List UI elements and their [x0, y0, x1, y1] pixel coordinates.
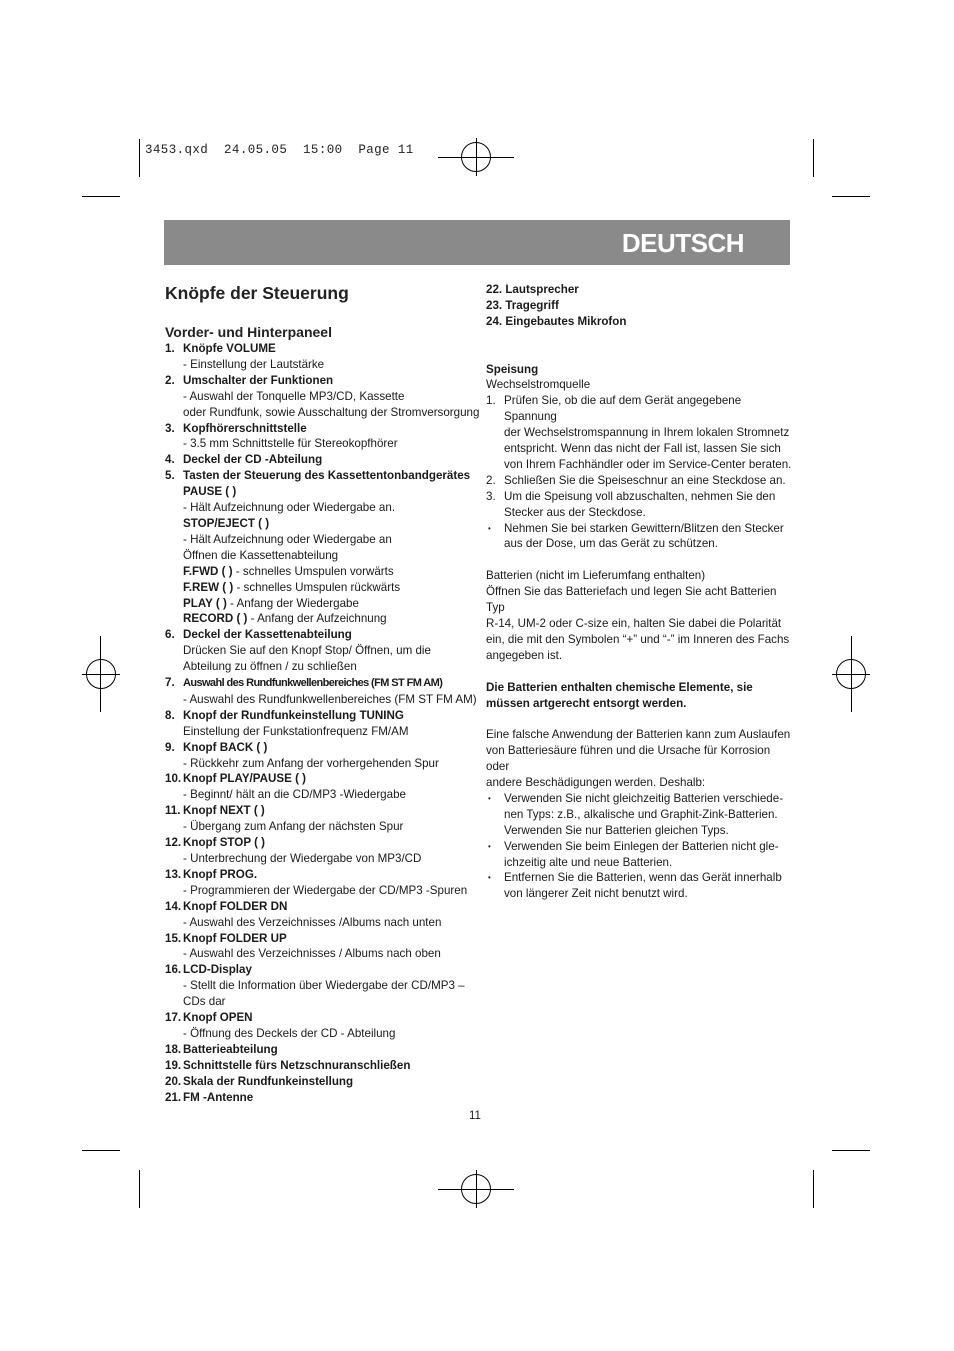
item-number: 16.	[165, 963, 182, 977]
part-item: 22. Lautsprecher	[486, 283, 579, 296]
item-desc: - Unterbrechung der Wiedergabe von MP3/CD	[183, 852, 422, 865]
controls-list	[165, 341, 480, 1106]
bullet-line: ichzeitig alte und neue Batterien.	[504, 855, 673, 869]
bullet-marker: •	[488, 523, 491, 533]
bullet-marker: •	[488, 793, 491, 803]
item-title: Umschalter der Funktionen	[183, 373, 334, 387]
bullet-item	[486, 791, 796, 839]
step-line: Nehmen Sie bei starken Gewittern/Blitzen den Stecker	[504, 521, 784, 535]
step-line: aus der Dose, um das Gerät zu schützen.	[504, 537, 718, 551]
frew-label: F.REW ( )	[183, 580, 234, 594]
list-item	[165, 373, 480, 421]
item-number: 7.	[165, 676, 175, 690]
list-item	[165, 1090, 475, 1106]
item-desc: - Auswahl des Verzeichnisses /Albums nach unten	[183, 915, 442, 929]
section-subheading: Vorder- und Hinterpaneel	[165, 324, 332, 340]
crop-mark	[832, 196, 870, 197]
item-title: Schnittstelle fürs Netzschnuranschließen	[183, 1058, 411, 1072]
registration-circle	[86, 659, 116, 689]
step-line: von Ihrem Fachhändler oder im Service-Center beraten.	[504, 457, 792, 471]
section-heading: Knöpfe der Steuerung	[165, 283, 349, 303]
item-number: 14.	[165, 899, 182, 913]
item-desc: - Stellt die Information über Wiedergabe der CD/MP3 –	[183, 979, 465, 993]
list-item	[165, 962, 475, 1010]
item-title: LCD-Display	[183, 963, 252, 977]
item-desc: - Auswahl der Tonquelle MP3/CD, Kassette	[183, 389, 405, 403]
bullet-item	[486, 839, 796, 871]
item-title: Tasten der Steuerung des Kassettentonbandgerätes	[183, 469, 471, 483]
ffwd-label: F.FWD ( )	[183, 564, 233, 578]
item-title: Knopf PLAY/PAUSE ( )	[183, 772, 307, 786]
batterien-heading: Batterien (nicht im Lieferumfang enthalten)	[486, 569, 706, 583]
record-desc: - Anfang der Aufzeichnung	[247, 612, 387, 626]
item-title: Knopf PROG.	[183, 867, 258, 881]
step-item	[486, 489, 796, 521]
step-number: 2.	[486, 473, 496, 487]
item-desc: oder Rundfunk, sowie Ausschaltung der Stromversorgung	[183, 405, 480, 419]
list-item	[165, 341, 475, 373]
item-number: 21.	[165, 1090, 182, 1104]
step-line: der Wechselstromspannung in Ihrem lokalen Stromnetz	[504, 426, 790, 440]
list-item	[165, 931, 475, 963]
bullet-line: Entfernen Sie die Batterien, wenn das Gerät innerhalb	[504, 871, 782, 885]
bullet-item	[486, 521, 796, 553]
registration-circle	[836, 659, 866, 689]
step-line: Prüfen Sie, ob die auf dem Gerät angegebene Spannung	[504, 394, 742, 424]
item-title: Knopf STOP ( )	[183, 836, 266, 850]
registration-circle	[461, 1174, 491, 1204]
item-number: 19.	[165, 1058, 182, 1072]
item-title: Skala der Rundfunkeinstellung	[183, 1074, 354, 1088]
item-title: Auswahl des Rundfunkwellenbereiches (FM ST FM AM)	[183, 677, 443, 690]
stop-desc: Öffnen die Kassettenabteilung	[183, 548, 339, 562]
paragraph-line: angegeben ist.	[486, 648, 563, 662]
crop-mark	[813, 1170, 814, 1208]
ffwd-desc: - schnelles Umspulen vorwärts	[232, 564, 394, 578]
paragraph-line: ein, die mit den Symbolen “+” und “-” im Inneren des Fachs	[486, 632, 790, 646]
banner-title: DEUTSCH	[621, 228, 744, 258]
item-number: 11.	[165, 804, 181, 818]
item-number: 9.	[165, 740, 175, 754]
warning-line: müssen artgerecht entsorgt werden.	[486, 696, 687, 710]
bullet-line: von längerer Zeit nicht benutzt wird.	[504, 887, 688, 901]
frew-desc: - schnelles Umspulen rückwärts	[233, 580, 401, 594]
list-item	[165, 627, 475, 675]
record-label: RECORD ( )	[183, 612, 248, 626]
stop-desc: - Hält Aufzeichnung oder Wiedergabe an	[183, 532, 392, 546]
item-desc: - Einstellung der Lautstärke	[183, 357, 325, 371]
left-column	[165, 283, 480, 1106]
paragraph-line: R-14, UM-2 oder C-size ein, halten Sie dabei die Polarität	[486, 616, 782, 630]
item-title: Knopf FOLDER UP	[183, 931, 287, 945]
part-item: 24. Eingebautes Mikrofon	[486, 314, 627, 328]
step-line: Schließen Sie die Speiseschnur an eine Steckdose an.	[504, 473, 786, 487]
list-item	[165, 771, 475, 803]
item-title: Knopf der Rundfunkeinstellung TUNING	[183, 708, 404, 722]
batterien-misuse	[486, 727, 796, 791]
list-item	[165, 421, 475, 453]
item-number: 3.	[165, 421, 175, 435]
bullet-marker: •	[488, 873, 491, 883]
speisung-intro: Wechselstromquelle	[486, 378, 591, 392]
pause-desc: - Hält Aufzeichnung oder Wiedergabe an.	[183, 501, 396, 515]
list-item-5-details	[165, 484, 475, 627]
list-item	[165, 708, 475, 740]
list-item	[165, 899, 475, 931]
item-desc: - Auswahl des Rundfunkwellenbereiches (FM ST FM AM)	[183, 692, 477, 706]
item-desc: CDs dar	[183, 995, 226, 1009]
speisung-title: Speisung	[486, 362, 539, 376]
list-item	[165, 1074, 475, 1090]
item-title: Knopf FOLDER DN	[183, 899, 288, 913]
item-number: 15.	[165, 931, 182, 945]
item-title: Batterieabteilung	[183, 1042, 278, 1056]
crop-mark	[813, 139, 814, 177]
pause-label: PAUSE ( )	[183, 485, 237, 499]
list-item	[165, 675, 475, 708]
warning-line: Die Batterien enthalten chemische Elemente, sie	[486, 680, 753, 694]
item-desc: - Beginnt/ hält an die CD/MP3 -Wiedergabe	[183, 788, 406, 802]
item-title: Kopfhörerschnittstelle	[183, 421, 307, 435]
bullet-line: Verwenden Sie beim Einlegen der Batterien nicht gle-	[504, 839, 779, 853]
bullet-marker: •	[488, 841, 491, 851]
list-item	[165, 1058, 475, 1074]
batterien-paragraph	[486, 584, 796, 664]
item-number: 6.	[165, 628, 175, 642]
play-label: PLAY ( )	[183, 596, 227, 610]
item-number: 12.	[165, 836, 182, 850]
item-desc: - Programmieren der Wiedergabe der CD/MP3 -Spuren	[183, 883, 468, 897]
bullet-line: Verwenden Sie nur Batterien gleichen Typs.	[504, 823, 729, 837]
item-number: 4.	[165, 453, 175, 467]
paragraph-line: von Batteriesäure führen und die Ursache für Korrosion oder	[486, 744, 771, 774]
item-title: Knopf NEXT ( )	[183, 804, 265, 818]
list-item	[165, 867, 475, 899]
list-item	[165, 1010, 475, 1042]
batterien-warning	[486, 680, 796, 712]
speisung-steps	[486, 393, 796, 552]
item-title: Deckel der CD -Abteilung	[183, 453, 323, 467]
item-title: Deckel der Kassettenabteilung	[183, 628, 352, 642]
item-desc: - Rückkehr zum Anfang der vorhergehenden Spur	[183, 756, 439, 770]
item-title: FM -Antenne	[183, 1090, 254, 1104]
play-desc: - Anfang der Wiedergabe	[226, 596, 359, 610]
crop-mark	[832, 1150, 870, 1151]
item-number: 2.	[165, 373, 175, 387]
item-title: Knopf OPEN	[183, 1011, 253, 1025]
item-title: Knopf BACK ( )	[183, 740, 268, 754]
item-number: 18.	[165, 1042, 182, 1056]
item-desc: - Auswahl des Verzeichnisses / Albums nach oben	[183, 947, 441, 961]
item-desc: - Öffnung des Deckels der CD - Abteilung	[183, 1026, 396, 1040]
list-item	[165, 740, 475, 772]
list-item	[165, 835, 475, 867]
item-number: 8.	[165, 708, 175, 722]
bullet-item	[486, 870, 796, 902]
step-line: entspricht. Wenn das nicht der Fall ist, lassen Sie sich	[504, 442, 781, 456]
list-item	[165, 803, 475, 835]
page-number: 11	[469, 1110, 481, 1122]
item-desc: Abteilung zu öffnen / zu schließen	[183, 660, 357, 674]
item-desc: Drücken Sie auf den Knopf Stop/ Öffnen, um die	[183, 644, 431, 658]
print-slug: 3453.qxd 24.05.05 15:00 Page 11	[145, 143, 414, 157]
step-line: Stecker aus der Steckdose.	[504, 505, 646, 519]
stop-eject-label: STOP/EJECT ( )	[183, 516, 270, 530]
language-banner	[164, 220, 790, 265]
crop-mark	[139, 1170, 140, 1208]
list-item	[165, 452, 475, 468]
list-item	[165, 1042, 475, 1058]
step-item	[486, 473, 796, 489]
step-number: 3.	[486, 489, 496, 503]
crop-mark	[82, 1150, 120, 1151]
bullet-line: Verwenden Sie nicht gleichzeitig Batterien verschiede-	[504, 791, 784, 805]
item-number: 13.	[165, 867, 182, 881]
item-number: 1.	[165, 342, 175, 355]
paragraph-line: Öffnen Sie das Batteriefach und legen Sie acht Batterien Typ	[486, 585, 777, 615]
paragraph-line: andere Beschädigungen werden. Deshalb:	[486, 776, 706, 790]
paragraph-line: Eine falsche Anwendung der Batterien kann zum Auslaufen	[486, 728, 791, 742]
registration-circle	[461, 142, 491, 172]
item-title: Knöpfe VOLUME	[183, 342, 276, 355]
item-desc: Einstellung der Funkstationfrequenz FM/AM	[183, 724, 409, 738]
list-item: 5. Tasten der Steuerung des Kassettentonbandgerätes	[165, 469, 471, 483]
batterien-bullets	[486, 791, 796, 902]
step-item	[486, 393, 796, 473]
item-desc: - 3.5 mm Schnittstelle für Stereokopfhörer	[183, 437, 398, 451]
right-column	[486, 282, 796, 902]
crop-mark	[82, 196, 120, 197]
bullet-line: nen Typs: z.B., alkalische und Graphit-Zink-Batterien.	[504, 807, 778, 821]
crop-mark	[139, 139, 140, 177]
part-item: 23. Tragegriff	[486, 298, 559, 312]
step-line: Um die Speisung voll abzuschalten, nehmen Sie den	[504, 489, 776, 503]
item-desc: - Übergang zum Anfang der nächsten Spur	[183, 820, 404, 834]
step-number: 1.	[486, 394, 496, 408]
item-number: 17.	[165, 1011, 182, 1025]
item-number: 10.	[165, 772, 182, 786]
item-number: 20.	[165, 1074, 182, 1088]
parts-list	[486, 282, 796, 330]
